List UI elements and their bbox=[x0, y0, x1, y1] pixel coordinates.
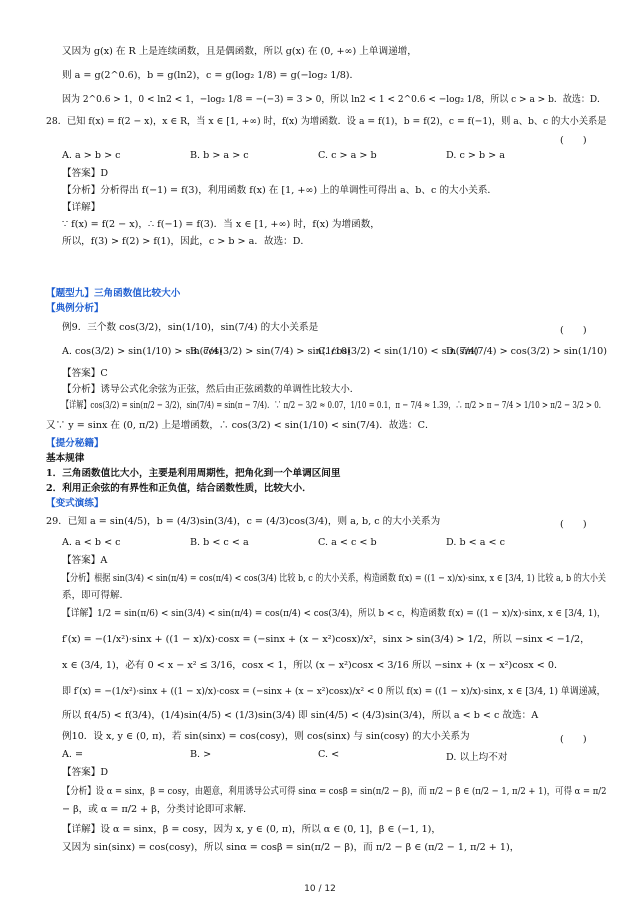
answer-blank: ( ) bbox=[560, 135, 587, 146]
option-d: D. c > b > a bbox=[446, 150, 505, 161]
rule-2: 2．利用正余弦的有界性和正负值，结合函数性质，比较大小． bbox=[46, 483, 312, 494]
text-line: 则 a = g(2^0.6)，b = g(ln2)，c = g(log₂ 1/8) = g(−log₂ 1/8)． bbox=[62, 70, 360, 81]
analysis-line: 【分析】根据 sin(3/4) < sin(π/4) = cos(π/4) < cos(3/4) 比较 b, c 的大小关系，构造函数 f(x) = ((1 − x)/x)·sinx, x ∈ [3/4, 1) 比较 a, b 的大小关 bbox=[62, 573, 606, 584]
text-line: 因为 2^0.6 > 1，0 < ln2 < 1，−log₂ 1/8 = −(−3) = 3 > 0，所以 ln2 < 1 < 2^0.6 < −log₂ 1/8，所以 c > a > b．故选：D． bbox=[62, 94, 607, 105]
question-29-stem: 29．已知 a = sin(4/5)，b = (4/3)sin(3/4)，c = (4/3)cos(3/4)，则 a, b, c 的大小关系为 bbox=[46, 516, 441, 527]
detail-line: ∵ f(x) = f(2 − x)，∴ f(−1) = f(3)．当 x ∈ [1, +∞) 时，f(x) 为增函数， bbox=[62, 219, 380, 230]
answer-line: 【答案】A bbox=[62, 555, 108, 566]
detail-line: 【详解】1/2 = sin(π/6) < sin(3/4) < sin(π/4) = cos(π/4) < cos(3/4)，所以 b < c，构造函数 f(x) = ((1 − x)/x)·sinx, x ∈ [3/4, 1)， bbox=[62, 608, 606, 619]
option-b: B. cos(3/2) > sin(7/4) > sin(1/10) bbox=[190, 346, 351, 357]
detail-line: 所以，f(3) > f(2) > f(1)，因此，c > b > a．故选：D． bbox=[62, 236, 311, 247]
analysis-line: 【分析】分析得出 f(−1) = f(3)，利用函数 f(x) 在 [1, +∞) 上的单调性可得出 a、b、c 的大小关系． bbox=[62, 185, 498, 196]
question-28-stem: 28．已知 f(x) = f(2 − x)，x ∈ R，当 x ∈ [1, +∞) 时，f(x) 为增函数．设 a = f(1)，b = f(2)，c = f(−1)，则 a、b、c 的大小关系是 bbox=[46, 116, 607, 127]
analysis-line: − β，或 α = π/2 + β，分类讨论即可求解． bbox=[62, 804, 253, 815]
detail-line: 【详解】cos(3/2) = sin(π/2 − 3/2)，sin(7/4) = sin(π − 7/4)．∵ π/2 − 3/2 ≈ 0.07，1/10 = 0.1，π − 7/4 ≈ 1.39，∴ π/2 > π − 7/4 > 1/10 > π/2 − 3/2 > 0． bbox=[62, 400, 606, 411]
option-c: C. < bbox=[318, 749, 340, 760]
option-b: B. b > a > c bbox=[190, 150, 249, 161]
option-b: B. b < c < a bbox=[190, 537, 249, 548]
answer-line: 【答案】D bbox=[62, 767, 109, 778]
analysis-line: 【分析】诱导公式化余弦为正弦，然后由正弦函数的单调性比较大小． bbox=[62, 384, 360, 395]
option-d: D. b < a < c bbox=[446, 537, 505, 548]
option-a: A. = bbox=[62, 749, 84, 760]
rule-title: 基本规律 bbox=[46, 453, 85, 464]
text-line: 又因为 g(x) 在 R 上是连续函数，且是偶函数，所以 g(x) 在 (0, +∞) 上单调递增， bbox=[62, 46, 417, 57]
detail-line: 所以 f(4/5) < f(3/4)，(1/4)sin(4/5) < (1/3)sin(3/4) 即 sin(4/5) < (4/3)sin(3/4)，所以 a < b < c 故选：A bbox=[62, 710, 539, 721]
analysis-line: 系，即可得解． bbox=[62, 590, 130, 601]
detail-line: 又∵ y = sinx 在 (0, π/2) 上是增函数，∴ cos(3/2) < sin(1/10) < sin(7/4)．故选：C． bbox=[46, 420, 435, 431]
detail-label: 【详解】 bbox=[62, 202, 101, 213]
detail-line: f′(x) = −(1/x²)·sinx + ((1 − x)/x)·cosx = (−sinx + (x − x²)cosx)/x²，sinx > sin(3/4) > 1/2，所以 −sinx < −1/2， bbox=[62, 634, 590, 645]
example-9-stem: 例9．三个数 cos(3/2)，sin(1/10)，sin(7/4) 的大小关系是 bbox=[62, 322, 319, 333]
detail-line: 又因为 sin(sinx) = cos(cosy)，所以 sinα = cosβ = sin(π/2 − β)，而 π/2 − β ∈ (π/2 − 1, π/2 + 1)， bbox=[62, 842, 520, 853]
rule-1: 1．三角函数值比大小，主要是利用周期性，把角化到一个单调区间里 bbox=[46, 468, 341, 479]
subsection-title: 【典例分析】 bbox=[46, 303, 104, 314]
answer-line: 【答案】C bbox=[62, 368, 108, 379]
option-d: D. 以上均不对 bbox=[446, 752, 508, 763]
answer-line: 【答案】D bbox=[62, 168, 109, 179]
option-c: C. cos(3/2) < sin(1/10) < sin(7/4) bbox=[318, 346, 479, 357]
option-b: B. > bbox=[190, 749, 212, 760]
option-a: A. a < b < c bbox=[62, 537, 121, 548]
detail-line: 【详解】设 α = sinx，β = cosy，因为 x, y ∈ (0, π)，所以 α ∈ (0, 1]，β ∈ (−1, 1)， bbox=[62, 824, 442, 835]
detail-line: 即 f′(x) = −(1/x²)·sinx + ((1 − x)/x)·cosx = (−sinx + (x − x²)cosx)/x² < 0 所以 f(x) = ((1 − x)/x)·sinx, x ∈ [3/4, 1) 单调递减， bbox=[62, 686, 606, 697]
page-number: 10 / 12 bbox=[304, 884, 336, 894]
option-c: C. a < c < b bbox=[318, 537, 377, 548]
practice-title: 【变式演练】 bbox=[46, 498, 104, 509]
option-d: D. sin(7/4) > cos(3/2) > sin(1/10) bbox=[446, 346, 608, 357]
answer-blank: ( ) bbox=[560, 325, 587, 336]
tips-title: 【提分秘籍】 bbox=[46, 438, 104, 449]
analysis-line: 【分析】设 α = sinx，β = cosy，由题意，利用诱导公式可得 sinα = cosβ = sin(π/2 − β)，而 π/2 − β ∈ (π/2 − 1, π/2 + 1)，可得 α = π/2 bbox=[62, 786, 607, 797]
detail-line: x ∈ (3/4, 1)，必有 0 < x − x² ≤ 3/16，cosx < 1，所以 (x − x²)cosx < 3/16 所以 −sinx + (x − x²)cosx < 0． bbox=[62, 660, 564, 671]
example-10-stem: 例10．设 x, y ∈ (0, π)，若 sin(sinx) = cos(cosy)，则 cos(sinx) 与 sin(cosy) 的大小关系为 bbox=[62, 731, 470, 742]
option-a: A. a > b > c bbox=[62, 150, 121, 161]
answer-blank: ( ) bbox=[560, 734, 587, 745]
section-title: 【题型九】三角函数值比较大小 bbox=[46, 288, 181, 299]
option-a: A. cos(3/2) > sin(1/10) > sin(7/4) bbox=[62, 346, 223, 357]
option-c: C. c > a > b bbox=[318, 150, 377, 161]
answer-blank: ( ) bbox=[560, 519, 587, 530]
